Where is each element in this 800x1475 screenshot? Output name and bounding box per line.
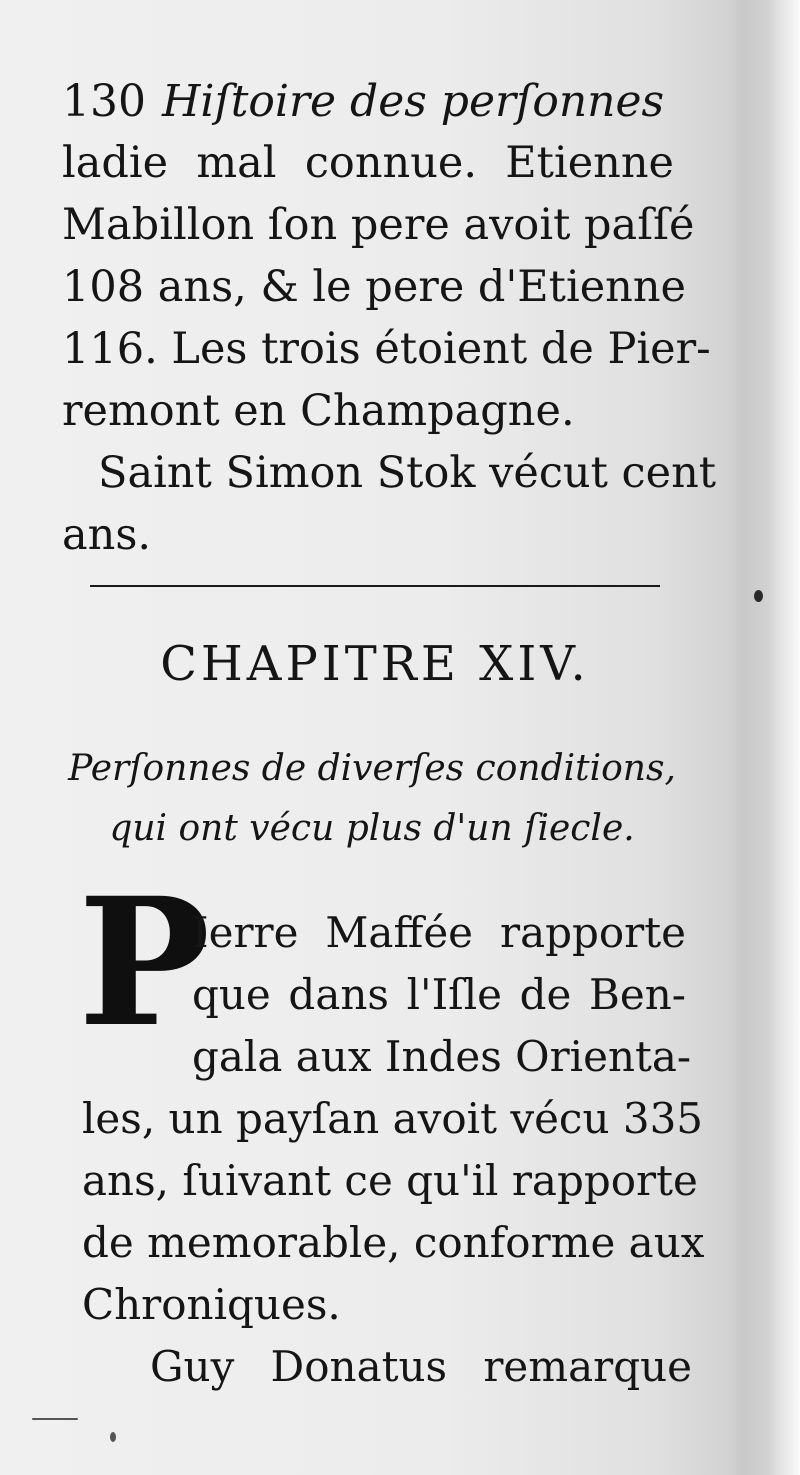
body-line: Ierre Maffée rapporte <box>192 908 686 957</box>
text-line: Mabillon ſon pere avoit paſſé <box>62 200 695 250</box>
body-line: que dans l'Iſle de Ben- <box>192 970 686 1019</box>
running-title: Hiſtoire des perſonnes <box>162 76 665 127</box>
ink-speck <box>110 1432 116 1442</box>
text-line: 108 ans, & le pere d'Etienne <box>62 262 686 312</box>
page-number: 130 <box>62 76 146 127</box>
chapter-title: CHAPITRE XIV. <box>160 636 590 692</box>
text-line: 116. Les trois étoient de Pier- <box>62 324 711 374</box>
body-line: gala aux Indes Orienta- <box>192 1032 692 1081</box>
section-divider <box>90 585 660 587</box>
ink-speck <box>754 590 763 602</box>
chapter-subtitle-line: Perſonnes de diverſes conditions, <box>68 748 676 789</box>
page-gutter-shadow <box>730 0 800 1475</box>
body-line: Chroniques. <box>82 1280 341 1329</box>
drop-cap: P <box>78 859 211 1066</box>
ink-speck <box>32 1418 78 1420</box>
text-line: remont en Champagne. <box>62 386 575 436</box>
body-line: de memorable, conforme aux <box>82 1218 705 1267</box>
body-line: Guy Donatus remarque <box>150 1342 692 1391</box>
body-line: ans, ſuivant ce qu'il rapporte <box>82 1156 698 1205</box>
chapter-subtitle-line: qui ont vécu plus d'un ſiecle. <box>109 808 635 849</box>
text-line: ladie mal connue. Etienne <box>62 138 674 188</box>
body-line: les, un payſan avoit vécu 335 <box>82 1094 704 1143</box>
text-line: ans. <box>62 510 152 560</box>
text-line: Saint Simon Stok vécut cent <box>98 448 717 498</box>
running-header <box>62 72 682 132</box>
